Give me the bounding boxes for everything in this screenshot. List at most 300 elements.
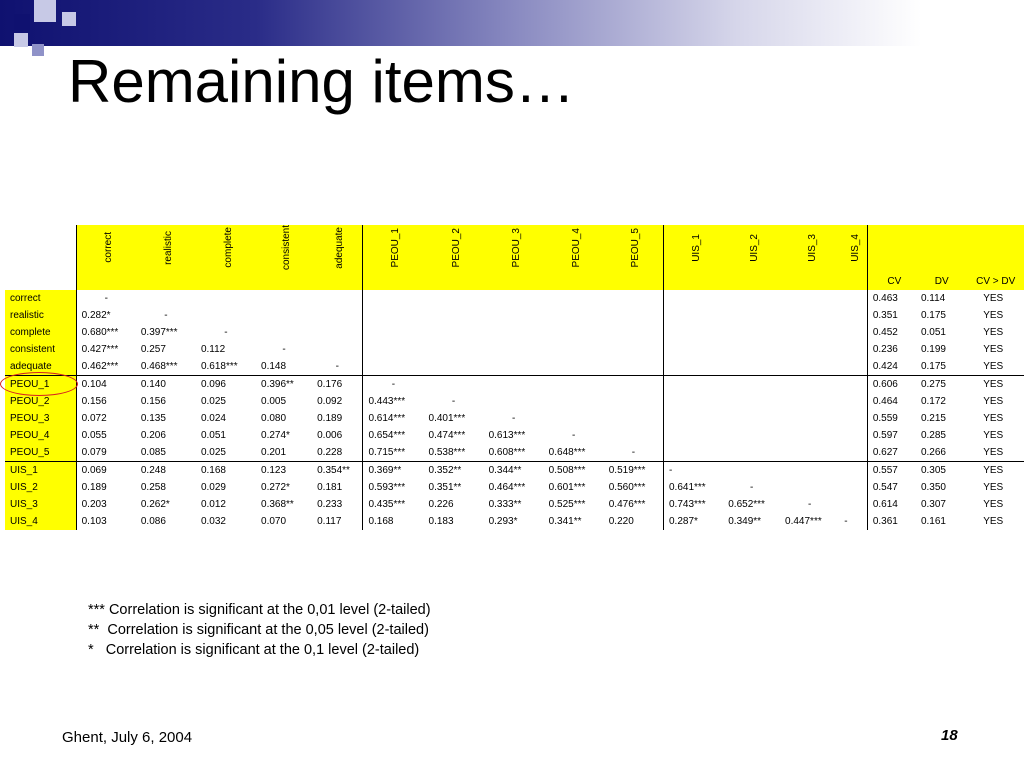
- correlation-cell: [780, 427, 839, 444]
- correlation-cell: 0.560***: [608, 482, 646, 494]
- correlation-cell: [780, 290, 839, 307]
- column-subheader: [424, 273, 484, 290]
- correlation-cell: [544, 341, 604, 358]
- correlation-cell: [723, 444, 780, 462]
- stat-cell-cmp: YES: [983, 396, 1004, 408]
- correlation-cell: 0.203: [76, 496, 136, 513]
- correlation-cell: [312, 324, 363, 341]
- stat-cell-dv: 0.285: [920, 430, 946, 442]
- column-header-label: PEOU_5: [630, 227, 642, 268]
- correlation-cell: [839, 427, 867, 444]
- correlation-cell: [723, 341, 780, 358]
- correlation-cell: -: [807, 499, 812, 511]
- correlation-cell: [312, 290, 363, 307]
- column-subheader: [544, 273, 604, 290]
- stat-cell-cv: 0.557: [867, 462, 916, 480]
- column-subheader: [604, 273, 664, 290]
- correlation-cell: 0.135: [140, 413, 166, 425]
- correlation-cell: [256, 307, 312, 324]
- column-header: [424, 225, 484, 273]
- stat-column-header-spacer: [962, 225, 1024, 273]
- column-subheader: [312, 273, 363, 290]
- correlation-cell: 0.189: [317, 413, 343, 425]
- correlation-cell: [256, 324, 312, 341]
- correlation-cell: [664, 324, 724, 341]
- correlation-cell: [363, 324, 424, 341]
- correlation-cell: [256, 290, 312, 307]
- correlation-cell: [839, 324, 867, 341]
- column-header-label: correct: [103, 232, 115, 263]
- correlation-cell: 0.274*: [261, 430, 290, 442]
- correlation-cell: 0.051: [200, 430, 226, 442]
- correlation-cell: 0.525***: [548, 499, 586, 511]
- stat-cell-cv: 0.463: [867, 290, 916, 307]
- correlation-cell: [839, 496, 867, 513]
- stat-cell-cv: 0.424: [867, 358, 916, 376]
- correlation-cell: [780, 358, 839, 376]
- correlation-cell: 0.070: [261, 516, 287, 528]
- correlation-cell: 0.601***: [548, 482, 586, 494]
- row-label: UIS_1: [5, 462, 76, 480]
- correlation-cell: 0.168: [363, 513, 424, 530]
- stat-cell-dv: 0.114: [920, 293, 946, 305]
- correlation-cell: [664, 410, 724, 427]
- table-row: [5, 307, 1024, 324]
- table-row: [5, 358, 1024, 376]
- note-line: * Correlation is significant at the 0,1 level (2-tailed): [88, 642, 420, 658]
- highlight-circle-consistent: [0, 372, 78, 396]
- correlation-cell: [604, 341, 664, 358]
- logo-square-dark-1: [14, 14, 30, 30]
- correlation-cell: 0.618***: [200, 361, 238, 373]
- correlation-cell: [604, 307, 664, 324]
- correlation-cell: [723, 324, 780, 341]
- correlation-cell: 0.614***: [363, 410, 424, 427]
- stat-cell-cmp: YES: [983, 447, 1004, 459]
- row-label: PEOU_4: [5, 427, 76, 444]
- correlation-cell: [604, 376, 664, 394]
- correlation-cell: 0.341**: [548, 516, 582, 528]
- correlation-cell: 0.519***: [604, 462, 664, 480]
- correlation-cell: [839, 290, 867, 307]
- correlation-cell: 0.354**: [312, 462, 363, 480]
- correlation-cell: [604, 427, 664, 444]
- table-row: [5, 290, 1024, 307]
- table-row: [5, 513, 1024, 530]
- table-row: [5, 444, 1024, 462]
- correlation-cell: 0.593***: [363, 479, 424, 496]
- column-subheader: [839, 273, 867, 290]
- correlation-cell: 0.397***: [140, 327, 178, 339]
- correlation-cell: 0.086: [140, 516, 166, 528]
- correlation-cell: [363, 341, 424, 358]
- correlation-cell: [839, 444, 867, 462]
- correlation-cell: 0.715***: [363, 444, 424, 462]
- correlation-cell: 0.474***: [428, 430, 466, 442]
- correlation-cell: [723, 393, 780, 410]
- table-row: [5, 462, 1024, 480]
- stat-cell-dv: 0.051: [920, 327, 946, 339]
- correlation-cell: [780, 444, 839, 462]
- significance-notes: [88, 600, 431, 660]
- correlation-cell: 0.104: [76, 376, 136, 394]
- column-header-label: adequate: [334, 226, 346, 269]
- correlation-cell: -: [76, 290, 136, 307]
- stat-cell-cv: 0.351: [867, 307, 916, 324]
- stat-cell-dv: 0.175: [920, 310, 946, 322]
- correlation-cell: 0.156: [76, 393, 136, 410]
- correlation-cell: 0.258: [140, 482, 166, 494]
- logo-square-light-2: [62, 12, 76, 26]
- row-label: UIS_4: [5, 513, 76, 530]
- correlation-cell: [780, 410, 839, 427]
- row-label: consistent: [5, 341, 76, 358]
- correlation-cell: [723, 307, 780, 324]
- column-header: [76, 225, 136, 273]
- stat-cell-cv: 0.606: [867, 376, 916, 394]
- correlation-cell: 0.468***: [140, 361, 178, 373]
- correlation-cell: 0.351**: [428, 482, 462, 494]
- correlation-cell: [604, 324, 664, 341]
- stat-column-header-spacer: [916, 225, 962, 273]
- stat-cell-cmp: YES: [983, 293, 1004, 305]
- row-label: UIS_2: [5, 479, 76, 496]
- correlation-cell: 0.443***: [363, 393, 424, 410]
- correlation-cell: 0.257: [140, 344, 166, 356]
- stat-cell-dv: 0.350: [920, 482, 946, 494]
- stat-cell-cmp: YES: [983, 310, 1004, 322]
- correlation-cell: 0.538***: [428, 447, 466, 459]
- page-number: 18: [941, 727, 958, 744]
- logo-square-light-1: [34, 0, 56, 22]
- correlation-cell: [196, 290, 256, 307]
- correlation-cell: 0.140: [136, 376, 196, 394]
- correlation-cell: 0.012: [200, 499, 226, 511]
- note-line: *** Correlation is significant at the 0,01 level (2-tailed): [88, 602, 431, 618]
- correlation-cell: 0.189: [76, 479, 136, 496]
- correlation-cell: [363, 358, 424, 376]
- correlation-cell: [604, 393, 664, 410]
- stat-cell-cmp: YES: [983, 499, 1004, 511]
- correlation-cell: [664, 290, 724, 307]
- stat-cell-dv: 0.172: [920, 396, 946, 408]
- stat-column-header: DV: [916, 273, 962, 290]
- stat-cell-cmp: YES: [983, 430, 1004, 442]
- correlation-cell: 0.396**: [256, 376, 312, 394]
- stat-cell-dv: 0.266: [920, 447, 946, 459]
- correlation-cell: 0.117: [317, 516, 342, 528]
- correlation-cell: [312, 341, 363, 358]
- correlation-cell: 0.401***: [428, 413, 466, 425]
- correlation-cell: [484, 393, 544, 410]
- column-header: [604, 225, 664, 273]
- correlation-cell: -: [282, 344, 286, 356]
- correlation-cell: [604, 358, 664, 376]
- correlation-cell: [664, 393, 724, 410]
- column-header: [544, 225, 604, 273]
- table-row: [5, 324, 1024, 341]
- logo-square-light-3: [14, 33, 28, 47]
- stat-column-header: CV: [867, 273, 916, 290]
- correlation-cell: 0.029: [200, 482, 226, 494]
- correlation-cell: 0.156: [140, 396, 166, 408]
- correlation-cell: [723, 290, 780, 307]
- table-row: [5, 410, 1024, 427]
- column-header-label: PEOU_2: [450, 227, 462, 268]
- correlation-cell: 0.112: [200, 344, 226, 356]
- correlation-cell: [604, 410, 664, 427]
- stat-cell-cmp: YES: [962, 376, 1024, 394]
- row-label: PEOU_1: [5, 376, 76, 394]
- correlation-cell: 0.123: [256, 462, 312, 480]
- column-header-label: UIS_2: [748, 233, 760, 262]
- correlation-cell: 0.072: [76, 410, 136, 427]
- correlation-cell: 0.024: [200, 413, 226, 425]
- correlation-cell: [780, 462, 839, 480]
- correlation-cell: [484, 376, 544, 394]
- stat-cell-cmp: YES: [983, 344, 1004, 356]
- column-header-label: UIS_3: [806, 233, 818, 262]
- stat-cell-cv: 0.452: [867, 324, 916, 341]
- correlation-cell: 0.206: [140, 430, 166, 442]
- stat-cell-cmp: YES: [983, 516, 1004, 528]
- column-subheader: [484, 273, 544, 290]
- correlation-cell: [544, 393, 604, 410]
- correlation-cell: 0.369**: [363, 462, 424, 480]
- stat-cell-dv: 0.307: [920, 499, 946, 511]
- correlation-cell: 0.272*: [261, 482, 290, 494]
- correlation-cell: [484, 307, 544, 324]
- column-header: [256, 225, 312, 273]
- table-row: [5, 427, 1024, 444]
- correlation-cell: [723, 358, 780, 376]
- correlation-cell: [839, 307, 867, 324]
- row-label: PEOU_5: [5, 444, 76, 462]
- correlation-cell: -: [224, 327, 228, 339]
- correlation-cell: [839, 410, 867, 427]
- correlation-cell: [544, 410, 604, 427]
- correlation-cell: 0.352**: [424, 462, 484, 480]
- table-row: [5, 496, 1024, 513]
- correlation-cell: [780, 307, 839, 324]
- correlation-cell: 0.248: [136, 462, 196, 480]
- stat-cell-cmp: YES: [983, 361, 1004, 373]
- correlation-cell: [363, 290, 424, 307]
- column-subheader: [76, 273, 136, 290]
- column-header: [196, 225, 256, 273]
- correlation-cell: [544, 324, 604, 341]
- note-line: ** Correlation is significant at the 0,05 level (2-tailed): [88, 622, 429, 638]
- correlation-cell: [196, 307, 256, 324]
- correlation-cell: [780, 393, 839, 410]
- correlation-cell: 0.025: [200, 396, 226, 408]
- correlation-cell: 0.435***: [363, 496, 424, 513]
- correlation-cell: -: [572, 430, 576, 442]
- column-header: [780, 225, 839, 273]
- footer-date: Ghent, July 6, 2004: [62, 729, 193, 746]
- stat-cell-cmp: YES: [983, 482, 1004, 494]
- correlation-cell: 0.176: [312, 376, 363, 394]
- correlation-cell: 0.025: [200, 447, 226, 459]
- correlation-cell: [544, 376, 604, 394]
- correlation-cell: [544, 290, 604, 307]
- stat-cell-cv: 0.361: [867, 513, 916, 530]
- column-header: [363, 225, 424, 273]
- correlation-cell: 0.228: [317, 447, 343, 459]
- correlation-cell: -: [749, 482, 754, 494]
- column-subheader: [363, 273, 424, 290]
- column-header-label: PEOU_4: [570, 227, 582, 268]
- stat-column-header: CV > DV: [962, 273, 1024, 290]
- correlation-cell: [780, 341, 839, 358]
- stat-column-header-spacer: [867, 225, 916, 273]
- correlation-cell: 0.349**: [728, 516, 762, 528]
- stat-cell-dv: 0.275: [916, 376, 962, 394]
- correlation-cell: 0.333**: [488, 499, 522, 511]
- stat-cell-cv: 0.559: [867, 410, 916, 427]
- correlation-cell: 0.148: [261, 361, 287, 373]
- correlation-table: [5, 225, 1024, 530]
- column-subheader: [664, 273, 724, 290]
- correlation-cell: 0.648***: [548, 447, 586, 459]
- column-header-label: realistic: [162, 230, 174, 265]
- corner-cell-2: [5, 273, 76, 290]
- correlation-cell: [723, 410, 780, 427]
- correlation-cell: 0.220: [608, 516, 634, 528]
- stat-cell-cv: 0.614: [867, 496, 916, 513]
- correlation-cell: [723, 462, 780, 480]
- correlation-cell: 0.183: [428, 516, 454, 528]
- correlation-cell: 0.743***: [664, 496, 724, 513]
- correlation-cell: [780, 376, 839, 394]
- correlation-cell: [544, 358, 604, 376]
- table-row: [5, 376, 1024, 394]
- stat-cell-cv: 0.464: [867, 393, 916, 410]
- correlation-cell: [839, 479, 867, 496]
- correlation-cell: 0.055: [76, 427, 136, 444]
- stat-cell-cv: 0.627: [867, 444, 916, 462]
- table-row: [5, 479, 1024, 496]
- corner-cell: [5, 225, 76, 273]
- table-row: [5, 341, 1024, 358]
- correlation-cell: [780, 324, 839, 341]
- correlation-cell: [424, 290, 484, 307]
- correlation-cell: 0.608***: [488, 447, 526, 459]
- stat-cell-cmp: YES: [983, 327, 1004, 339]
- column-header: [664, 225, 724, 273]
- correlation-cell: [664, 376, 724, 394]
- correlation-cell: 0.080: [261, 413, 287, 425]
- stat-cell-dv: 0.161: [920, 516, 946, 528]
- correlation-cell: [424, 358, 484, 376]
- correlation-cell: [312, 307, 363, 324]
- correlation-cell: 0.287*: [664, 513, 724, 530]
- correlation-cell: -: [511, 413, 516, 425]
- correlation-cell: [424, 376, 484, 394]
- row-label: adequate: [5, 358, 76, 376]
- correlation-cell: [664, 444, 724, 462]
- correlation-cell: -: [631, 447, 636, 459]
- column-header: [312, 225, 363, 273]
- correlation-cell: 0.079: [76, 444, 136, 462]
- correlation-cell: [363, 307, 424, 324]
- column-header-row: [5, 225, 1024, 273]
- correlation-cell: 0.447***: [785, 516, 822, 528]
- column-header-label: PEOU_3: [510, 227, 522, 268]
- correlation-cell: 0.508***: [544, 462, 604, 480]
- correlation-cell: -: [164, 310, 168, 322]
- correlation-cell: 0.201: [261, 447, 287, 459]
- column-header: [136, 225, 196, 273]
- stat-header-row: [5, 273, 1024, 290]
- row-label: complete: [5, 324, 76, 341]
- correlation-cell: [839, 358, 867, 376]
- correlation-cell: 0.262*: [140, 499, 170, 511]
- correlation-cell: [723, 376, 780, 394]
- correlation-cell: [484, 341, 544, 358]
- correlation-cell: [484, 324, 544, 341]
- correlation-cell: [664, 341, 724, 358]
- column-subheader: [723, 273, 780, 290]
- correlation-cell: 0.168: [196, 462, 256, 480]
- correlation-cell: 0.344**: [484, 462, 544, 480]
- column-header: [839, 225, 867, 273]
- correlation-cell: [664, 427, 724, 444]
- row-label: realistic: [5, 307, 76, 324]
- stat-cell-cmp: YES: [983, 413, 1004, 425]
- correlation-cell: 0.032: [200, 516, 226, 528]
- column-subheader: [136, 273, 196, 290]
- stat-cell-cv: 0.236: [867, 341, 916, 358]
- row-label: correct: [5, 290, 76, 307]
- slide-title: Remaining items…: [68, 48, 575, 115]
- correlation-cell: [839, 341, 867, 358]
- correlation-cell: 0.652***: [728, 499, 765, 511]
- row-label: PEOU_2: [5, 393, 76, 410]
- correlation-cell: 0.233: [317, 499, 343, 511]
- correlation-cell: [544, 307, 604, 324]
- stat-cell-cv: 0.597: [867, 427, 916, 444]
- stat-cell-dv: 0.305: [916, 462, 962, 480]
- correlation-cell: [484, 290, 544, 307]
- correlation-cell: [664, 307, 724, 324]
- correlation-cell: 0.368**: [261, 499, 294, 511]
- column-subheader: [256, 273, 312, 290]
- correlation-cell: 0.092: [317, 396, 343, 408]
- correlation-cell: 0.462***: [76, 358, 136, 376]
- column-header: [723, 225, 780, 273]
- correlation-cell: -: [664, 462, 724, 480]
- correlation-cell: 0.005: [261, 396, 287, 408]
- correlation-cell: -: [335, 361, 339, 373]
- correlation-cell: [839, 462, 867, 480]
- correlation-cell: [604, 290, 664, 307]
- correlation-cell: 0.006: [317, 430, 343, 442]
- correlation-cell: [839, 376, 867, 394]
- logo-square-light-4: [32, 44, 44, 56]
- stat-cell-dv: 0.215: [920, 413, 946, 425]
- column-header-label: UIS_1: [690, 233, 702, 262]
- correlation-cell: 0.282*: [76, 307, 136, 324]
- correlation-cell: [839, 393, 867, 410]
- correlation-cell: -: [363, 376, 424, 394]
- correlation-cell: [424, 341, 484, 358]
- correlation-cell: [664, 358, 724, 376]
- correlation-cell: 0.613***: [488, 430, 526, 442]
- correlation-cell: [780, 479, 839, 496]
- correlation-cell: -: [844, 516, 848, 528]
- correlation-cell: [723, 427, 780, 444]
